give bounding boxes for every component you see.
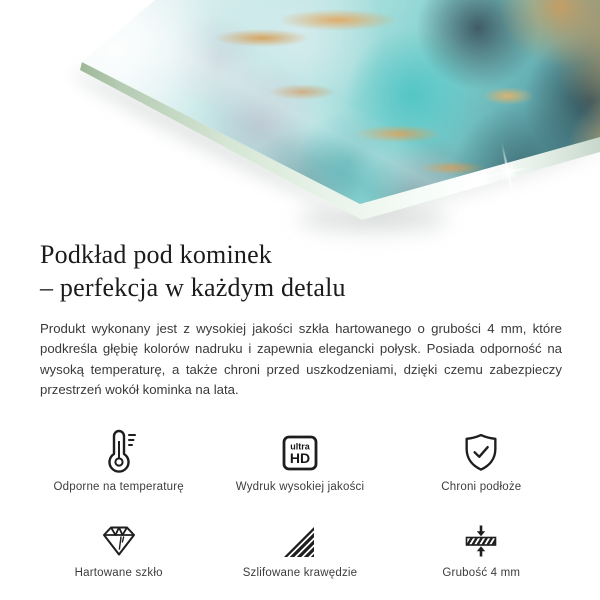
product-hero: [0, 0, 600, 232]
features-grid: [28, 427, 572, 579]
feature-label: Szlifowane krawędzie: [242, 566, 358, 579]
thermometer-icon: [102, 427, 136, 473]
feature-label: Chroni podłoże: [441, 480, 522, 493]
ultra-hd-badge-top: ultra: [290, 441, 310, 452]
feature-label: Hartowane szkło: [74, 566, 163, 579]
feature-item: [243, 513, 358, 579]
ultra-hd-icon: [280, 427, 320, 473]
diamond-icon: [99, 513, 139, 559]
feature-item: [75, 513, 163, 579]
feature-item: [442, 513, 520, 579]
feature-label: Grubość 4 mm: [442, 566, 521, 579]
title-line-1: Podkład pod kominek: [40, 240, 273, 269]
ultra-hd-badge-bottom: HD: [289, 449, 311, 466]
page-title: [40, 238, 560, 305]
feature-item: [236, 427, 364, 493]
feature-item: [53, 427, 183, 493]
polished-edges-icon: [283, 513, 317, 559]
sparkle-icon: [461, 125, 556, 220]
product-description: Produkt wykonany jest z wysokiej jakości szkła hartowanego o grubości 4 mm, które podkreśla głębię kolorów nadruku i zapewnia elegancki połysk. Posiada odporność na wysoką temperaturę, a także chroni przed uszkodzeniami, dzięki czemu zabezpieczy przestrzeń wokół kominka na lata.: [40, 320, 562, 398]
feature-label: Odporne na temperaturę: [53, 480, 184, 493]
feature-item: [441, 427, 521, 493]
shield-check-icon: [462, 427, 500, 473]
thickness-4mm-icon: [463, 513, 499, 559]
feature-label: Wydruk wysokiej jakości: [235, 480, 365, 493]
title-line-2: – perfekcja w każdym detalu: [40, 273, 346, 303]
